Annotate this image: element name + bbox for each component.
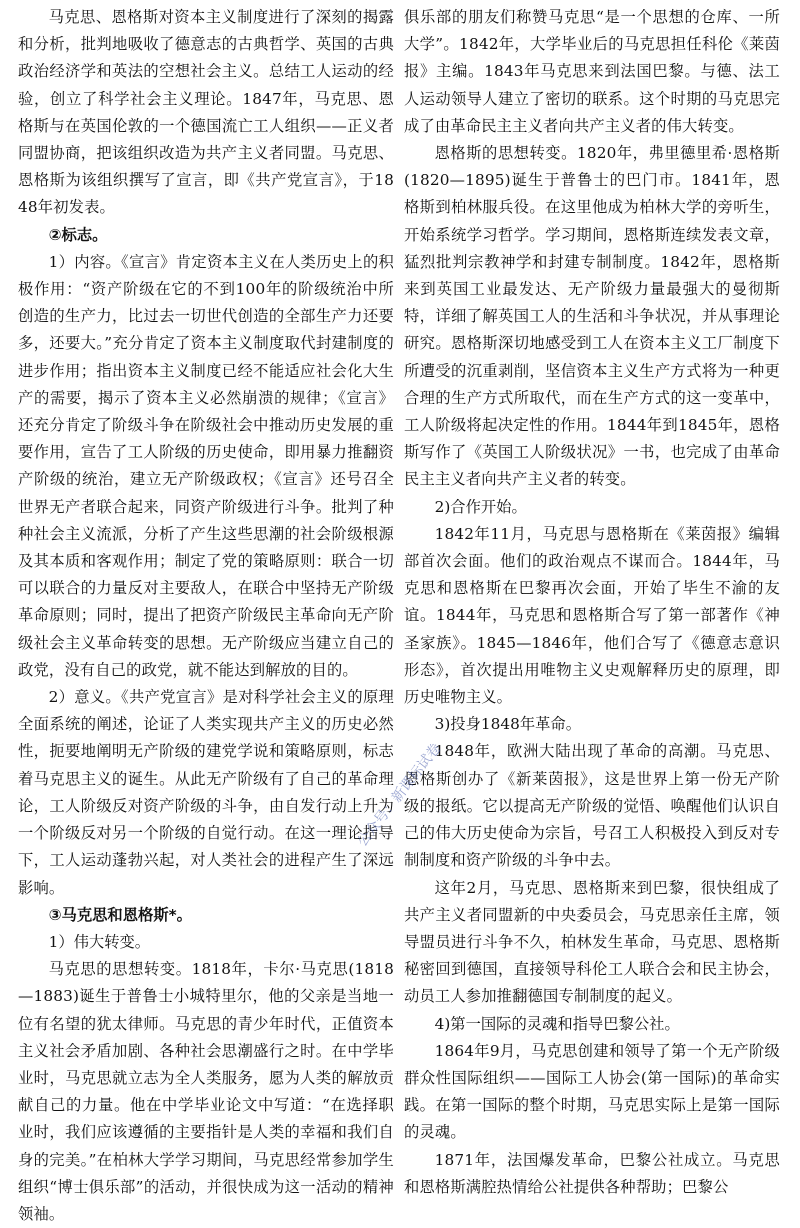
paragraph-marx-continued: 俱乐部的朋友们称赞马克思“是一个思想的仓库、一所大学”。1842年，大学毕业后的马克思担任科伦《莱茵报》主编。1843年马克思来到法国巴黎。与德、法工人运动领导人建立了密切的联系。这个时期的马克思完成了由革命民主主义者向共产主义者的伟大转变。 bbox=[404, 8, 780, 135]
right-column bbox=[404, 4, 780, 1201]
paragraph-cooperation: 1842年11月，马克思与恩格斯在《莱茵报》编辑部首次会面。他们的政治观点不谋而合。1844年，马克思和恩格斯在巴黎再次会面，开始了毕生不渝的友谊。1844年，马克思和恩格斯合写了第一部著作《神圣家族》。1845—1846年，他们合写了《德意志意识形态》，首次提出用唯物主义史观解释历史的原理，即历史唯物主义。 bbox=[404, 524, 780, 707]
paragraph-paris-league: 这年2月，马克思、恩格斯来到巴黎，很快组成了共产主义者同盟新的中央委员会，马克思亲任主席，领导盟员进行斗争不久，柏林发生革命，马克思、恩格斯秘密回到德国，直接领导科伦工人联合会和民主协会，动员工人参加推翻德国专制制度的起义。 bbox=[404, 878, 780, 1006]
paragraph-paris-commune: 1871年，法国爆发革命，巴黎公社成立。马克思和恩格斯满腔热情给公社提供各种帮助；巴黎公 bbox=[404, 1150, 780, 1196]
subheading-first-international: 4)第一国际的灵魂和指导巴黎公社。 bbox=[434, 1014, 680, 1033]
subheading-1848-revolution: 3)投身1848年革命。 bbox=[434, 715, 582, 734]
paragraph-manifesto-significance: 2）意义。《共产党宣言》是对科学社会主义的原理全面系统的阐述，论证了人类实现共产主义的历史必然性，扼要地阐明无产阶级的建党学说和策略原则，标志着马克思主义的诞生。从此无产阶级有了自己的革命理论，工人阶级反对资产阶级的斗争，由自发行动上升为一个阶级反对另一个阶级的自觉行动。在这一理论指导下，工人运动蓬勃兴起，对人类社会的进程产生了深远影响。 bbox=[18, 688, 394, 897]
paragraph-first-international: 1864年9月，马克思创建和领导了第一个无产阶级群众性国际组织——国际工人协会(第一国际)的革命实践。在第一国际的整个时期，马克思实际上是第一国际的灵魂。 bbox=[404, 1041, 780, 1142]
paragraph-manifesto-origin: 马克思、恩格斯对资本主义制度进行了深刻的揭露和分析，批判地吸收了德意志的古典哲学、英国的古典政治经济学和英法的空想社会主义。总结工人运动的经验，创立了科学社会主义理论。1847年，马克思、恩格斯与在英国伦敦的一个德国流亡工人组织——正义者同盟协商，把该组织改造为共产主义者同盟。马克思、恩格斯为该组织撰写了宣言，即《共产党宣言》，于1848年初发表。 bbox=[18, 8, 394, 217]
section-heading-marx-engels: ③马克思和恩格斯*。 bbox=[48, 905, 192, 924]
paragraph-engels-transformation: 恩格斯的思想转变。1820年，弗里德里希·恩格斯(1820—1895)诞生于普鲁士的巴门市。1841年，恩格斯到柏林服兵役。在这里他成为柏林大学的旁听生，开始系统学习哲学。学习期间，恩格斯连续发表文章，猛烈批判宗教神学和封建专制制度。1842年，恩格斯来到英国工业最发达、无产阶级力量最强大的曼彻斯特，详细了解英国工人的生活和斗争状况，并从事理论研究。恩格斯深切地感受到工人在资本主义工厂制度下所遭受的沉重剥削，坚信资本主义生产方式将为一种更合理的生产方式所取代，而在生产方式的这一变革中，工人阶级将起决定性的作用。1844年到1845年，恩格斯写作了《英国工人阶级状况》一书，也完成了由革命民主主义者向共产主义者的转变。 bbox=[404, 144, 780, 489]
subheading-cooperation: 2)合作开始。 bbox=[434, 497, 527, 516]
subheading-great-transformation: 1）伟大转变。 bbox=[48, 932, 151, 951]
paragraph-manifesto-content: 1）内容。《宣言》肯定资本主义在人类历史上的积极作用：“资产阶级在它的不到100年的阶级统治中所创造的生产力，比过去一切世代创造的全部生产力还要多，还要大。”充分肯定了资本主义制度取代封建制度的进步作用；指出资本主义制度已经不能适应社会化大生产的需要，揭示了资本主义必然崩溃的规律；《宣言》还充分肯定了阶级斗争在阶级社会中推动历史发展的重要作用，宣告了工人阶级的历史使命，即用暴力推翻资产阶级的统治，建立无产阶级政权；《宣言》还号召全世界无产者联合起来，同资产阶级进行斗争。批判了种种社会主义流派，分析了产生这些思潮的社会阶级根源及其本质和客观作用；制定了党的策略原则：联合一切可以联合的力量反对主要敌人，在联合中坚持无产阶级革命原则；同时，提出了把资产阶级民主革命向无产阶级社会主义革命转变的思想。无产阶级应当建立自己的政党，没有自己的政党，就不能达到解放的目的。 bbox=[18, 252, 394, 679]
left-column bbox=[18, 4, 394, 1228]
paragraph-1848-revolution: 1848年，欧洲大陆出现了革命的高潮。马克思、恩格斯创办了《新莱茵报》，这是世界上第一份无产阶级的报纸。它以提高无产阶级的觉悟、唤醒他们认识自己的伟大历史使命为宗旨，号召工人积极投入到反对专制制度和资产阶级的斗争中去。 bbox=[404, 742, 780, 870]
paragraph-marx-transformation: 马克思的思想转变。1818年，卡尔·马克思(1818—1883)诞生于普鲁士小城特里尔，他的父亲是当地一位有名望的犹太律师。马克思的青少年时代，正值资本主义社会矛盾加剧、各种社会思潮盛行之时。在中学毕业时，马克思就立志为全人类服务，愿为人类的解放贡献自己的力量。他在中学毕业论文中写道：“在选择职业时，我们应该遵循的主要指针是人类的幸福和我们自身的完美。”在柏林大学学习期间，马克思经常参加学生组织“博士俱乐部”的活动，并很快成为这一活动的精神领袖。 bbox=[18, 960, 394, 1223]
watermark: 公众号：新课标试卷 bbox=[354, 740, 445, 850]
section-heading-sign: ②标志。 bbox=[48, 225, 108, 244]
